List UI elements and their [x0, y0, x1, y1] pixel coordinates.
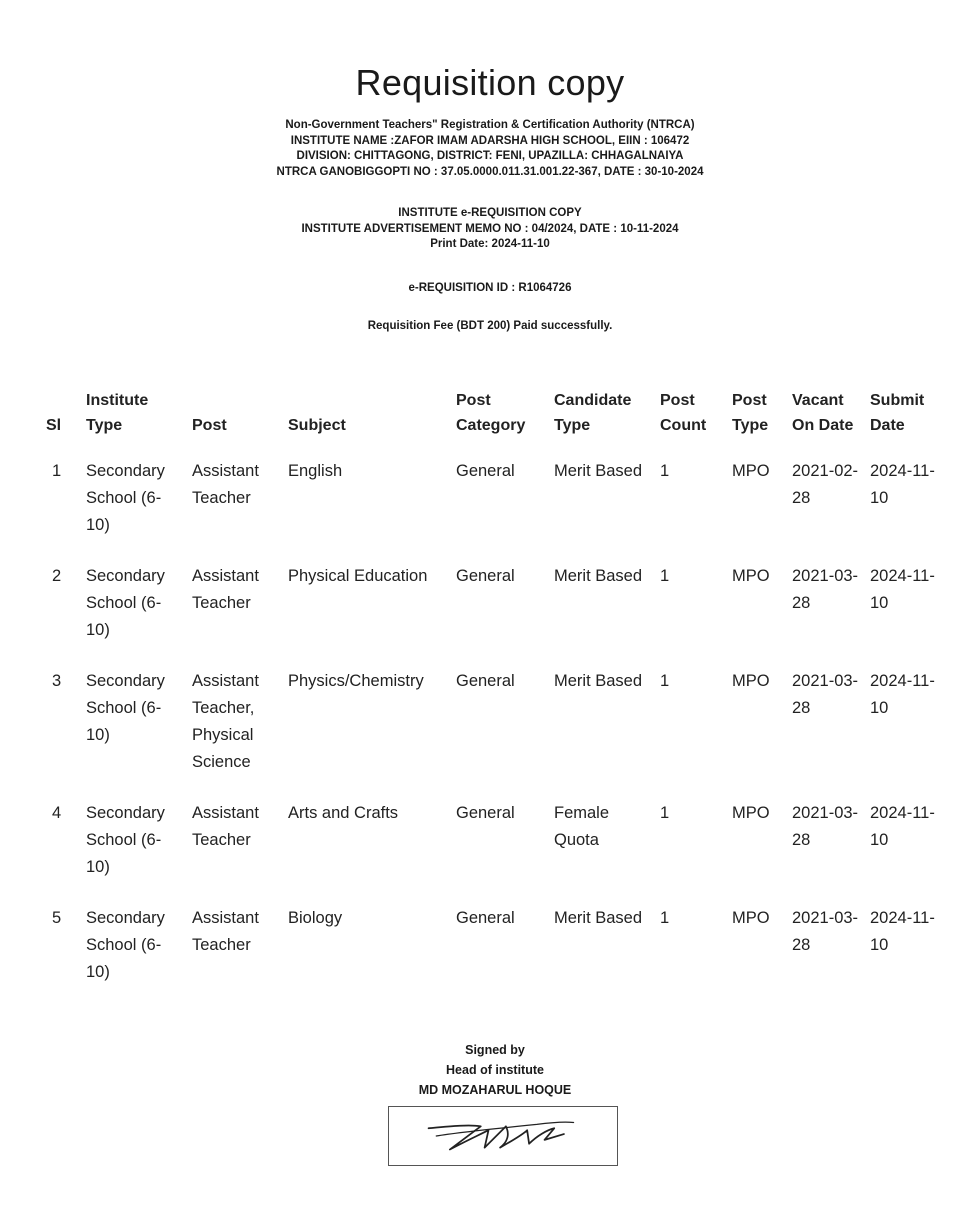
signature-block [0, 1040, 960, 1100]
cell-post-category: General [456, 804, 515, 822]
cell-vacant-on-date: 2021-03-28 [792, 672, 859, 717]
cell-sl: 3 [52, 672, 62, 690]
cell-sl: 4 [52, 804, 62, 822]
header-post-count: Post Count [660, 392, 707, 434]
cell-post: Assistant Teacher [192, 567, 259, 612]
cell-candidate-type: Merit Based [554, 462, 643, 480]
ecopy-header [0, 206, 960, 253]
cell-submit-date: 2024-11-10 [870, 909, 935, 954]
signed-by-label: Signed by [465, 1043, 525, 1057]
print-date: Print Date: 2024-11-10 [430, 238, 550, 250]
cell-vacant-on-date: 2021-03-28 [792, 804, 859, 849]
signer-role: Head of institute [446, 1063, 544, 1077]
table-row [42, 899, 942, 1004]
cell-post-category: General [456, 462, 515, 480]
cell-post-count: 1 [660, 567, 670, 585]
cell-vacant-on-date: 2021-03-28 [792, 909, 859, 954]
cell-sl: 5 [52, 909, 62, 927]
cell-post: Assistant Teacher [192, 462, 259, 507]
signature-box [388, 1106, 618, 1166]
cell-post-category: General [456, 909, 515, 927]
cell-sl: 1 [52, 462, 62, 480]
authority-header [0, 118, 960, 180]
cell-vacant-on-date: 2021-03-28 [792, 567, 859, 612]
requisition-id: e-REQUISITION ID : R1064726 [408, 282, 572, 294]
authority-name: Non-Government Teachers" Registration & Certification Authority (NTRCA) [285, 119, 695, 131]
cell-post-count: 1 [660, 462, 670, 480]
cell-institute-type: Secondary School (6-10) [86, 909, 165, 981]
cell-institute-type: Secondary School (6-10) [86, 567, 165, 639]
header-institute-type: Institute Type [86, 392, 149, 434]
cell-subject: English [288, 462, 343, 480]
table-row [42, 662, 942, 794]
cell-institute-type: Secondary School (6-10) [86, 462, 165, 534]
cell-post-type: MPO [732, 462, 770, 480]
cell-subject: Physical Education [288, 567, 428, 585]
header-post-category: Post Category [456, 392, 526, 434]
cell-submit-date: 2024-11-10 [870, 462, 935, 507]
cell-post-count: 1 [660, 909, 670, 927]
header-post-type: Post Type [732, 392, 769, 434]
fee-status: Requisition Fee (BDT 200) Paid successfully. [367, 320, 613, 332]
requisition-table [42, 388, 942, 1004]
institute-name: INSTITUTE NAME :ZAFOR IMAM ADARSHA HIGH SCHOOL, EIIN : 106472 [290, 134, 690, 147]
table-row [42, 794, 942, 899]
cell-post-type: MPO [732, 672, 770, 690]
cell-candidate-type: Merit Based [554, 909, 643, 927]
header-candidate-type: Candidate Type [554, 392, 632, 434]
cell-candidate-type: Merit Based [554, 567, 643, 585]
cell-institute-type: Secondary School (6-10) [86, 672, 165, 744]
cell-post-type: MPO [732, 567, 770, 585]
cell-submit-date: 2024-11-10 [870, 672, 935, 717]
division-info: DIVISION: CHITTAGONG, DISTRICT: FENI, UPAZILLA: CHHAGALNAIYA [296, 150, 684, 162]
cell-post: Assistant Teacher, Physical Science [192, 672, 259, 771]
handwritten-signature [389, 1107, 617, 1165]
header-subject: Subject [288, 417, 346, 434]
table-row [42, 452, 942, 557]
cell-post: Assistant Teacher [192, 804, 259, 849]
signer-name: MD MOZAHARUL HOQUE [418, 1083, 572, 1097]
ganobiggopti-info: NTRCA GANOBIGGOPTI NO : 37.05.0000.011.31.001.22-367, DATE : 30-10-2024 [276, 165, 704, 178]
header-submit-date: Submit Date [870, 392, 925, 434]
cell-submit-date: 2024-11-10 [870, 804, 935, 849]
cell-post-category: General [456, 567, 515, 585]
cell-institute-type: Secondary School (6-10) [86, 804, 165, 876]
cell-candidate-type: Female Quota [554, 804, 610, 849]
cell-post-type: MPO [732, 804, 770, 822]
header-post: Post [192, 417, 227, 434]
cell-submit-date: 2024-11-10 [870, 567, 935, 612]
cell-subject: Arts and Crafts [288, 804, 399, 822]
ecopy-title: INSTITUTE e-REQUISITION COPY [398, 207, 582, 219]
cell-post-count: 1 [660, 672, 670, 690]
table-header-row [42, 388, 942, 452]
page-title: Requisition copy [355, 62, 625, 103]
cell-sl: 2 [52, 567, 62, 585]
cell-vacant-on-date: 2021-02-28 [792, 462, 859, 507]
cell-post-type: MPO [732, 909, 770, 927]
table-row [42, 557, 942, 662]
cell-subject: Biology [288, 909, 343, 927]
advertisement-memo: INSTITUTE ADVERTISEMENT MEMO NO : 04/2024, DATE : 10-11-2024 [301, 222, 679, 235]
cell-post-count: 1 [660, 804, 670, 822]
cell-subject: Physics/Chemistry [288, 672, 424, 690]
cell-post-category: General [456, 672, 515, 690]
header-sl: Sl [46, 417, 62, 434]
cell-candidate-type: Merit Based [554, 672, 643, 690]
cell-post: Assistant Teacher [192, 909, 259, 954]
header-vacant-on-date: Vacant On Date [792, 392, 854, 434]
